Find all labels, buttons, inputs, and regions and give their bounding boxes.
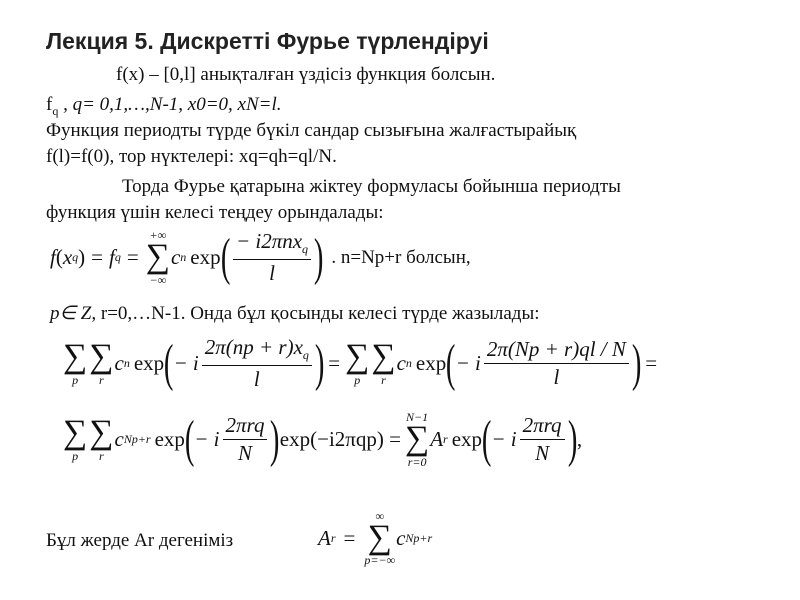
equation-2: ∑ p ∑ r c n exp ( − i $\frac{2\pi(np + r)x_q}{l}$ ) = ∑ p ∑ r c n exp ( − i $\frac{2\pi(Np + r)ql / N}{l}$ ) =: [63, 335, 658, 392]
text-line-5: Торда Фурье қатарына жіктеу формуласы бойынша периодты: [122, 176, 621, 197]
text-line-3: Функция периодты түрде бүкіл сандар сызығына жалғастырайық: [46, 120, 577, 141]
equation-1: f ( x q ) = f q = +∞ ∑ −∞ c n exp ( $\frac{- i2\pi nx_q}{l}$ ) . n=Np+r болсын,: [50, 228, 471, 287]
text-line-7: p∈ Z, r=0,…N-1. Онда бұл қосынды келесі түрде жазылады:: [50, 303, 540, 324]
fraction-5: $\frac{\text{2πrq}}{N}$: [520, 414, 565, 465]
fq-symbol: f: [46, 94, 53, 115]
equation-3: ∑ p ∑ r c Np+r exp ( − i $\frac{\text{2πrq}}{N}$ ) exp(−i2πqp) = N−1 ∑ r=0 A r exp ( − i $\frac{\text{2πrq}}{N}$ ) ,: [63, 410, 583, 469]
text-line-last: Бұл жерде Ar дегеніміз: [46, 530, 234, 551]
text-line-1: f(x) – [0,l] анықталған үздісіз функция болсын.: [116, 64, 496, 85]
page-title: Лекция 5. Дискретті Фурье түрлендіруі: [46, 28, 489, 54]
fraction-3: $\frac{2\pi(Np + r)ql / N}{l}$: [484, 338, 629, 389]
text-line-2: [46, 94, 282, 119]
text-line-4: f(l)=f(0), тор нүктелері: xq=qh=ql/N.: [46, 146, 337, 167]
sum-symbol: +∞ ∑ −∞: [145, 228, 170, 287]
fq-subscript: q: [52, 103, 59, 118]
text-line-6: функция үшін келесі теңдеу орындалады:: [46, 202, 384, 223]
fraction-1: $\frac{- i2\pi nx_q}{l}$: [233, 230, 311, 284]
fraction-2: $\frac{2\pi(np + r)x_q}{l}$: [202, 336, 312, 390]
fraction-4: $\frac{\text{2πrq}}{N}$: [223, 414, 268, 465]
fq-definition: , q= 0,1,…,N-1, x0=0, xN=l.: [58, 94, 282, 115]
equation-Ar: A r = ∞ ∑ p=−∞ c Np+r: [318, 509, 433, 568]
